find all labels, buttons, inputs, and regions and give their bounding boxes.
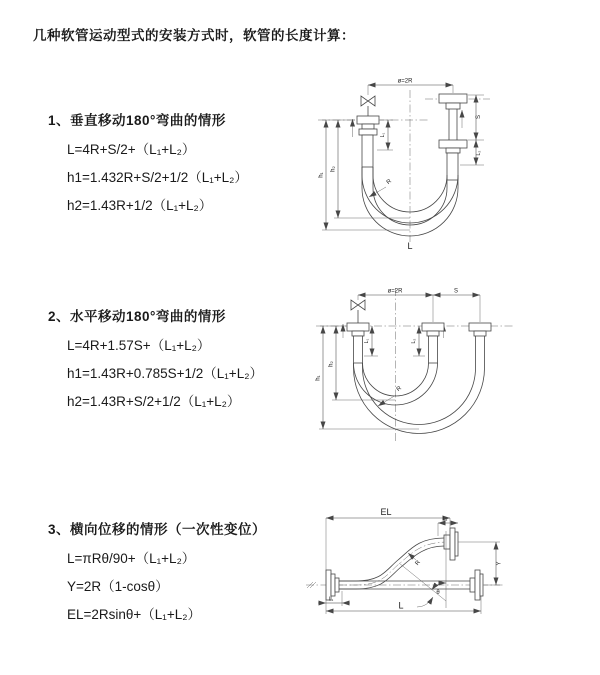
- dim-label-diameter: ø=2R: [397, 78, 413, 85]
- section-2-heading: 2、水平移动180°弯曲的情形: [48, 309, 226, 324]
- dim-label-l1: L₁: [364, 338, 370, 344]
- formula-h2: h2=1.43R+S/2+1/2（L₁+L₂）: [67, 394, 241, 409]
- dim-label-h2: h₂: [328, 361, 335, 367]
- dimension-lines: [318, 518, 496, 611]
- radius-leader: [369, 187, 386, 197]
- centerlines: [318, 90, 490, 242]
- left-flange: [326, 570, 339, 600]
- section-1-heading: 1、垂直移动180°弯曲的情形: [48, 113, 226, 128]
- diagram-horizontal-180-bend: [310, 280, 600, 460]
- valve-icon: [361, 96, 375, 116]
- dim-label-l1: L₁: [328, 596, 334, 603]
- dim-label-l1: L₁: [380, 132, 386, 138]
- angle-label: θ: [436, 590, 440, 596]
- radius-label: R: [395, 385, 403, 393]
- radius-label: R: [414, 559, 422, 567]
- braided-hose-section: [362, 135, 373, 167]
- dim-label-s: S: [476, 114, 482, 120]
- extension-lines: [319, 295, 480, 429]
- braided-hose-section: [429, 336, 438, 363]
- dim-label-diameter: ø=2R: [387, 288, 403, 295]
- section-horizontal-180: [48, 308, 263, 421]
- radius-label: R: [385, 178, 393, 186]
- page-title: 几种软管运动型式的安装方式时，软管的长度计算：: [33, 28, 355, 43]
- dimension-lines: [323, 295, 480, 429]
- formula-h1: h1=1.432R+S/2+1/2（L₁+L₂）: [67, 170, 248, 185]
- braided-hose-section: [447, 153, 458, 180]
- formula-L: L=πRθ/90+（L₁+L₂）: [67, 551, 196, 566]
- dim-label-h1: h₁: [318, 172, 325, 178]
- right-flange: [470, 570, 483, 600]
- length-label: L: [407, 241, 413, 251]
- radius-leader: [408, 553, 416, 560]
- formula-Y: Y=2R（1-cosθ）: [67, 579, 169, 594]
- section-vertical-180: [48, 112, 248, 225]
- formula-h1: h1=1.43R+0.785S+1/2（L₁+L₂）: [67, 366, 263, 381]
- right-pipe-fitting: [469, 323, 491, 336]
- dim-label-l2: L₂: [442, 516, 448, 523]
- dim-label-s: S: [453, 288, 459, 295]
- diagram-vertical-180-bend: [310, 70, 600, 265]
- valve-icon: [351, 300, 365, 323]
- formula-EL: EL=2Rsinθ+（L₁+L₂）: [67, 607, 201, 622]
- dim-label-y: Y: [496, 561, 503, 566]
- right-pipe-fitting: [439, 94, 467, 180]
- left-pipe-fitting: [357, 116, 379, 167]
- section-3-heading: 3、横向位移的情形（一次性变位）: [48, 522, 267, 537]
- formula-L: L=4R+S/2+（L₁+L₂）: [67, 142, 196, 157]
- section-lateral-displacement: [48, 521, 266, 634]
- middle-pipe-fitting: [422, 323, 444, 363]
- dim-label-el: EL: [380, 507, 392, 517]
- centerlines: [316, 288, 515, 442]
- braided-hose-section: [354, 336, 363, 363]
- extension-lines: [326, 518, 500, 614]
- dim-label-h1: h₁: [315, 375, 322, 381]
- length-label: L: [398, 600, 404, 611]
- dim-label-l2: L₂: [411, 338, 417, 344]
- diagram-lateral-displacement: [298, 498, 600, 668]
- dim-label-h2: h₂: [330, 166, 337, 172]
- formula-L: L=4R+1.57S+（L₁+L₂）: [67, 338, 211, 353]
- dim-label-l2: L₂: [476, 150, 482, 156]
- formula-h2: h2=1.43R+1/2（L₁+L₂）: [67, 198, 213, 213]
